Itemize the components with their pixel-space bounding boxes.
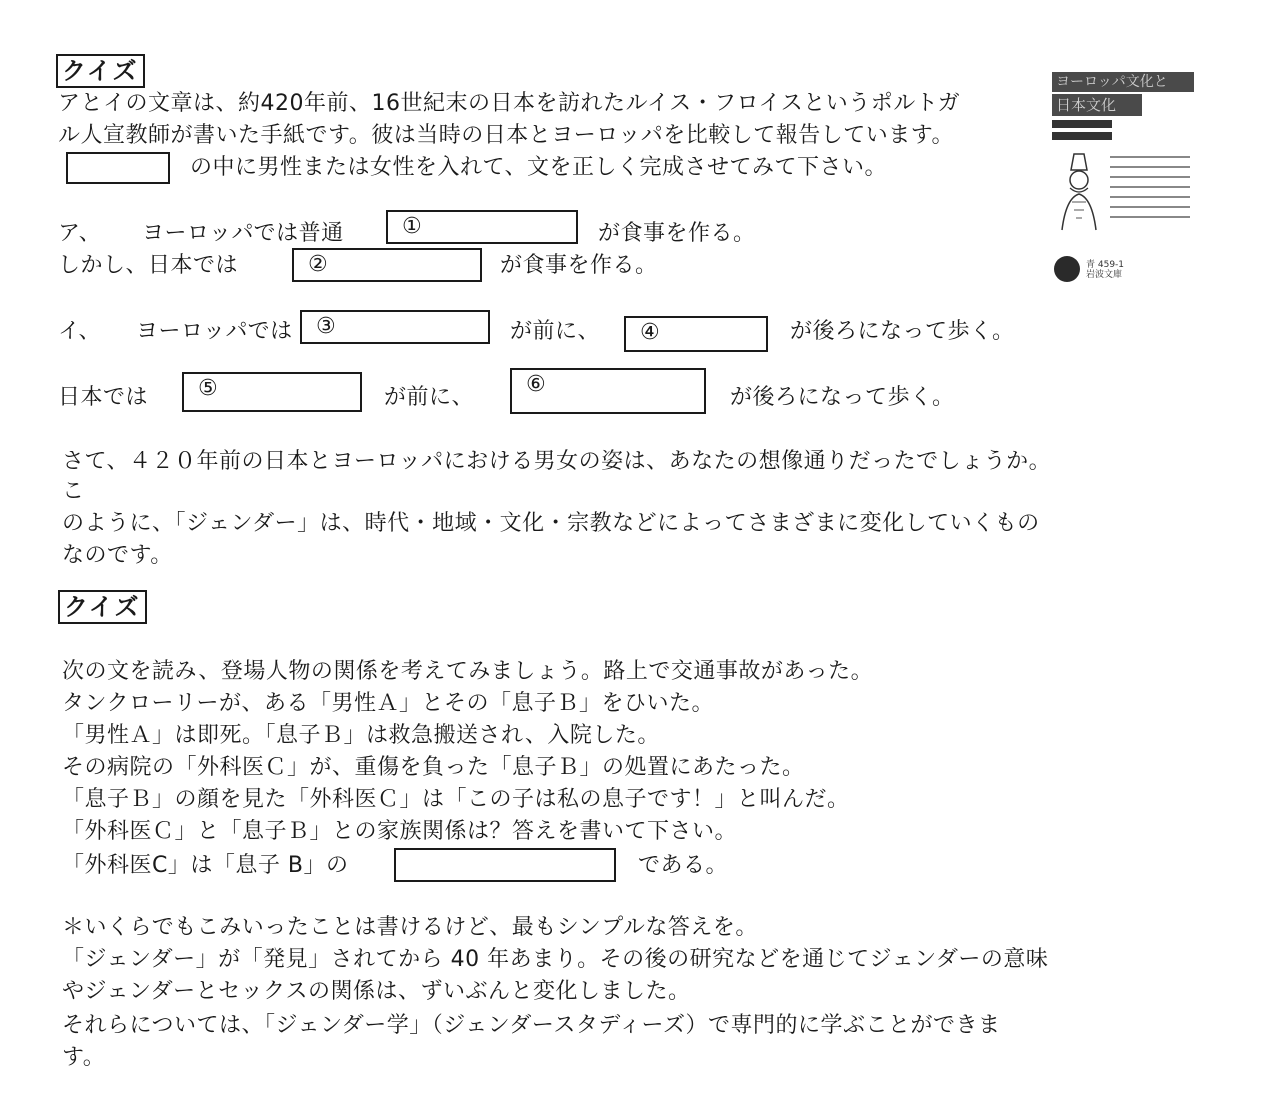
item-j-mid: が前に、 — [384, 385, 475, 410]
answer-blank[interactable] — [394, 848, 616, 882]
intro-line-3: の中に男性または女性を入れて、文を正しく完成させてみて下さい。 — [190, 155, 888, 180]
item-j-text: 日本では — [58, 385, 149, 410]
publisher-logo-icon — [1054, 256, 1080, 282]
book-title-line-1: ヨーロッパ文化と — [1056, 74, 1168, 90]
blank-4-number: ④ — [640, 320, 660, 345]
quiz-label-2: クイズ — [58, 590, 147, 624]
note-line-2: 「ジェンダー」が「発見」されてから 40 年あまり。その後の研究などを通じてジェンダーの意味 — [62, 947, 1049, 972]
closing-line-4: なのです。 — [62, 543, 173, 568]
note-line-1: ＊いくらでもこみいったことは書けるけど、最もシンプルな答えを。 — [62, 915, 758, 940]
item-a2-text: しかし、日本では — [58, 253, 239, 278]
blank-1-number: ① — [402, 214, 422, 239]
note-line-5: す。 — [62, 1045, 106, 1070]
book-description-lines — [1110, 156, 1190, 226]
quiz2-line-4: その病院の「外科医Ｃ」が、重傷を負った「息子Ｂ」の処置にあたった。 — [62, 755, 805, 780]
item-a2-suffix: が食事を作る。 — [500, 253, 658, 278]
item-a-suffix: が食事を作る。 — [598, 221, 756, 246]
blank-2[interactable] — [292, 248, 482, 282]
quiz2-line-6: 「外科医Ｃ」と「息子Ｂ」との家族関係は？答えを書いて下さい。 — [62, 819, 738, 844]
note-line-3: やジェンダーとセックスの関係は、ずいぶんと変化しました。 — [62, 979, 691, 1004]
blank-5[interactable] — [182, 372, 362, 412]
blank-1[interactable] — [386, 210, 578, 244]
item-i-mid: が前に、 — [510, 319, 601, 344]
item-j-suffix: が後ろになって歩く。 — [730, 385, 955, 410]
intro-line-2: ル人宣教師が書いた手紙です。彼は当時の日本とヨーロッパを比較して報告しています。 — [58, 123, 955, 148]
item-a-text: ヨーロッパでは普通 — [142, 221, 344, 246]
quiz2-line-5: 「息子Ｂ」の顔を見た「外科医Ｃ」は「この子は私の息子です！」と叫んだ。 — [62, 787, 850, 812]
blank-6[interactable] — [510, 368, 706, 414]
closing-line-1: さて、４２０年前の日本とヨーロッパにおける男女の姿は、あなたの想像通りだったでしょうか。 — [62, 449, 1052, 474]
book-publisher: 岩波文庫 — [1086, 270, 1123, 280]
blank-4[interactable] — [624, 316, 768, 352]
item-i-suffix: が後ろになって歩く。 — [790, 319, 1015, 344]
quiz-label-1: クイズ — [56, 54, 145, 88]
note-line-4: それらについては、「ジェンダー学」（ジェンダースタディーズ）で専門的に学ぶことができま — [62, 1013, 1001, 1038]
item-i-text: ヨーロッパでは — [136, 319, 293, 344]
item-i-prefix: イ、 — [58, 319, 102, 344]
blank-6-number: ⑥ — [526, 372, 546, 397]
closing-line-2: こ — [62, 479, 85, 504]
portrait-illustration — [1054, 152, 1104, 232]
quiz2-line-1: 次の文を読み、登場人物の関係を考えてみましょう。路上で交通事故があった。 — [62, 659, 874, 684]
answer-prefix: 「外科医C」は「息子 B」の — [62, 853, 349, 878]
book-cover-image — [1048, 70, 1198, 290]
quiz2-line-3: 「男性Ａ」は即死。「息子Ｂ」は救急搬送され、入院した。 — [62, 723, 660, 748]
book-number: 青 459-1 — [1086, 260, 1125, 270]
example-blank-box — [66, 152, 170, 184]
quiz2-line-2: タンクローリーが、ある「男性Ａ」とその「息子Ｂ」をひいた。 — [62, 691, 715, 716]
intro-line-1: アとイの文章は、約420年前、16世紀末の日本を訪れたルイス・フロイスというポルトガ — [58, 91, 961, 116]
blank-3[interactable] — [300, 310, 490, 344]
item-a-prefix: ア、 — [58, 221, 102, 246]
blank-3-number: ③ — [316, 314, 336, 339]
blank-2-number: ② — [308, 252, 328, 277]
closing-line-3: のように、「ジェンダー」は、時代・地域・文化・宗教などによってさまざまに変化していくもの — [62, 511, 1040, 536]
book-title-line-2: 日本文化 — [1056, 96, 1117, 114]
blank-5-number: ⑤ — [198, 376, 218, 401]
answer-suffix: である。 — [638, 853, 729, 878]
